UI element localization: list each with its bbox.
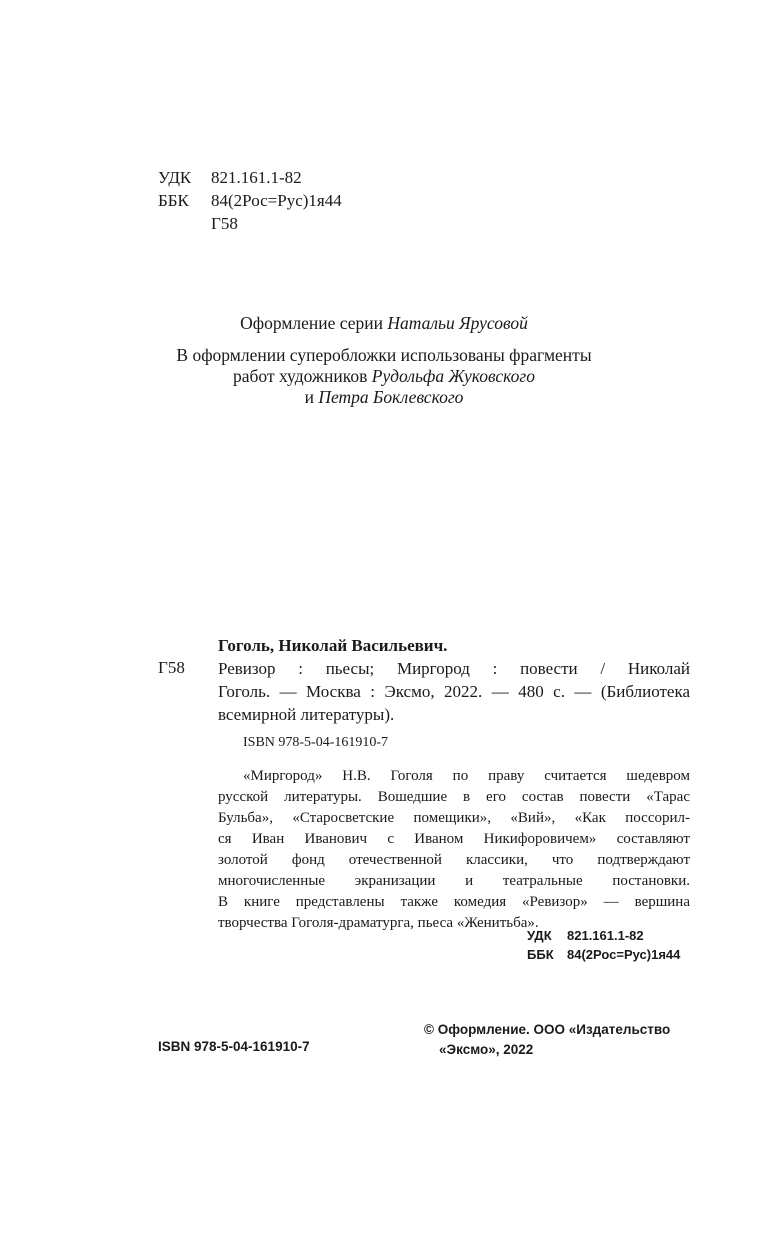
main-isbn: ISBN 978-5-04-161910-7	[158, 1039, 310, 1054]
copyright	[424, 1020, 670, 1060]
cover-line-3	[0, 387, 768, 408]
annotation-line: «Миргород» Н.В. Гоголя по праву считается шедевром	[243, 768, 690, 784]
card-classification	[527, 926, 680, 964]
series-prefix: Оформление серии	[240, 313, 388, 333]
cover-credit	[0, 345, 768, 408]
annotation-line: золотой фонд отечественной классики, что подтверждают	[218, 852, 690, 868]
bbk-label: ББК	[158, 191, 189, 210]
annotation-line: ся Иван Иванович с Иваном Никифоровичем» составляют	[218, 831, 690, 847]
udk-label: УДК	[158, 168, 192, 187]
card-description	[218, 657, 690, 726]
bbk-value: 84(2Рос=Рус)1я44	[211, 191, 342, 210]
series-design-credit	[0, 313, 768, 334]
annotation-line: русской литературы. Вошедшие в его состав повести «Тарас	[218, 789, 690, 805]
card-desc-line-2: Гоголь. — Москва : Эксмо, 2022. — 480 с. — (Библиотека	[218, 682, 690, 701]
cover-line-1: В оформлении суперобложки использованы фрагменты	[176, 345, 592, 365]
cover-line-2-prefix: работ художников	[233, 366, 372, 386]
card-author: Гоголь, Николай Васильевич.	[218, 636, 448, 655]
copyright-line-1: © Оформление. ООО «Издательство	[424, 1022, 671, 1037]
series-artist: Натальи Ярусовой	[387, 313, 528, 333]
classification-block	[158, 166, 342, 235]
annotation-line: многочисленные экранизации и театральные постановки.	[218, 873, 690, 889]
card-desc-line-1: Ревизор : пьесы; Миргород : повести / Николай	[218, 659, 690, 678]
card-udk-row	[527, 926, 680, 945]
annotation-line: творчества Гоголя-драматурга, пьеса «Женитьба».	[218, 915, 539, 931]
cover-artist-1: Рудольфа Жуковского	[371, 366, 535, 386]
card-annotation	[218, 766, 690, 934]
cover-artist-2: Петра Боклевского	[318, 387, 464, 407]
annotation-line: Бульба», «Старосветские помещики», «Вий», «Как поссорил-	[218, 810, 690, 826]
udk-value: 821.161.1-82	[211, 168, 302, 187]
card-bbk-row	[527, 945, 680, 964]
card-bbk-label: ББК	[527, 947, 554, 962]
card-isbn: ISBN 978-5-04-161910-7	[243, 735, 389, 750]
cover-line-2	[0, 366, 768, 387]
card-bbk-value: 84(2Рос=Рус)1я44	[567, 947, 681, 962]
bbk-row	[158, 189, 342, 212]
cover-line-3-prefix: и	[304, 387, 319, 407]
card-desc-line-3: всемирной литературы).	[218, 705, 395, 724]
card-udk-label: УДК	[527, 928, 552, 943]
author-mark: Г58	[211, 214, 238, 233]
annotation-line: В книге представлены также комедия «Ревизор» — вершина	[218, 894, 690, 910]
card-udk-value: 821.161.1-82	[567, 928, 644, 943]
card-author-mark: Г58	[158, 658, 185, 677]
copyright-line-2: «Эксмо», 2022	[439, 1042, 534, 1057]
udk-row	[158, 166, 342, 189]
